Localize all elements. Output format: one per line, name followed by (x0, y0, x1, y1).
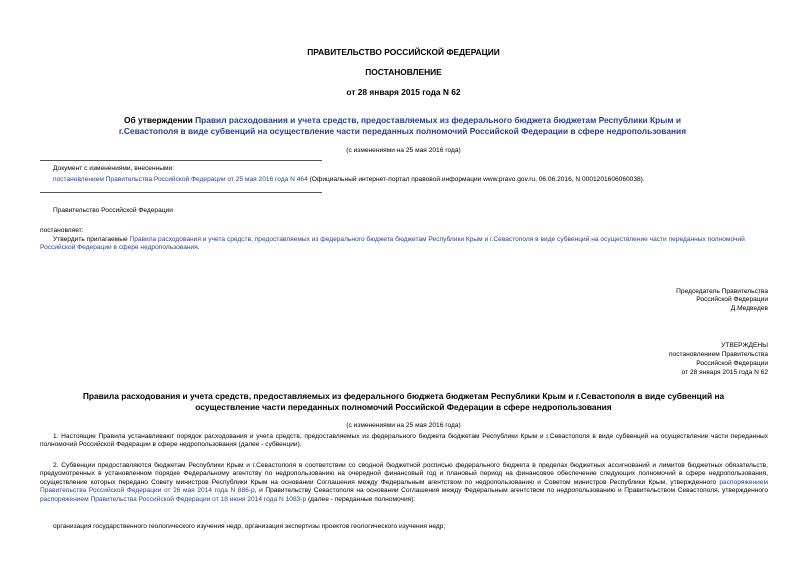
changes-bottom-divider (40, 192, 322, 193)
document-title (100, 115, 705, 137)
approve-rules-link[interactable]: Правила расходования и учета средств, предоставляемых из федерального бюджета бюджетам Республики Крым и г.Севастополя в виде субвенций на осуществление части переданных полномочий Российской Федерации в сфере недропользования (40, 236, 745, 252)
signature-country: Российской Федерации (696, 296, 768, 304)
approved-heading: УТВЕРЖДЕНЫ (721, 342, 768, 349)
signature-position: Председатель Правительства (676, 288, 768, 295)
changes-intro: Документ с изменениями, внесенными: (53, 165, 175, 172)
approved-country: Российской Федерации (696, 360, 768, 367)
p2-link-886[interactable]: распоряжением Правительства Российской Федерации от 26 мая 2014 года N 886-р (40, 478, 768, 495)
government-name: ПРАВИТЕЛЬСТВО РОССИЙСКОЙ ФЕДЕРАЦИИ (307, 47, 500, 57)
body-approve-paragraph (40, 236, 768, 253)
signature-name: Д.Медведев (730, 304, 768, 312)
p2-text-a: 2. Субвенции предоставляются бюджетам Республики Крым и г.Севастополя в соответствии со сводной бюджетной росписью федерального бюджета в пределах бюджетных ассигнований и лимитов бюджетных обязательств, предусмотренных в установленном порядке Федеральному агентству по недропользованию на очередной финансовый год и плановый период на финансовое обеспечение следующих полномочий в сфере недропользования, осуществление которых передано Совету министров Республики Крым на основании Соглашения между Федеральным агентством по недропользованию и Советом министров Республики Крым, утвержденного (40, 462, 768, 486)
approve-prefix: Утвердить прилагаемые (53, 236, 130, 243)
changes-rest: (Официальный интернет-портал правовой информации www.pravo.gov.ru, 06.06.2016, N 0001201606060038). (307, 176, 645, 183)
document-date-number: от 28 января 2015 года N 62 (346, 87, 461, 97)
p2-text-b: , и Правительству Севастополя на основании Соглашения между Федеральным агентством по недропользованию и Правительством Севастополя, утвержденного (254, 487, 768, 495)
approve-suffix: . (197, 244, 200, 252)
amendment-note: (с изменениями на 25 мая 2016 года) (346, 147, 461, 154)
p2-text-c: (далее - переданные полномочия): (306, 495, 416, 503)
changes-link[interactable]: постановлением Правительства Российской Федерации от 25 мая 2016 года N 464 (53, 176, 308, 183)
approved-by: постановлением Правительства (668, 351, 768, 358)
changes-top-divider (40, 160, 322, 161)
rules-title: Правила расходования и учета средств, предоставляемых из федерального бюджета бюджетам Республики Крым и г.Севастополя в виде субвенций на осуществление части переданных полномочий Российской Федерации в сфере недропользования (82, 391, 725, 412)
body-government: Правительство Российской Федерации (53, 207, 173, 214)
rules-paragraph-3: организация государственного геологического изучения недр, организация экспертизы проектов геологического изучения недр; (53, 523, 446, 530)
approved-block (540, 341, 768, 377)
p2-link-1083[interactable]: распоряжением Правительства Российской Федерации от 18 июня 2014 года N 1083-р (40, 495, 307, 503)
body-resolves: постановляет: (40, 227, 84, 234)
changes-source (53, 176, 783, 184)
document-type: ПОСТАНОВЛЕНИЕ (365, 67, 442, 77)
rules-amendment-note: (с изменениями на 25 мая 2016 года) (346, 422, 461, 429)
signature-block (540, 288, 768, 313)
approved-date: от 28 января 2015 года N 62 (681, 369, 768, 376)
rules-paragraph-1: 1. Настоящие Правила устанавливают порядок расходования и учета средств, предоставляемых из федерального бюджета бюджетам Республики Крым и г.Севастополя в виде субвенций на осуществление части переданных полномочий Российской Федерации в сфере недропользования (далее - субвенции). (40, 433, 768, 449)
title-prefix: Об утверждении (123, 115, 196, 125)
title-rules-link[interactable]: Правил расходования и учета средств, предоставляемых из федерального бюджета бюджетам Республики Крым и г.Севастополя в виде субвенций на осуществление части переданных полномочий Российской Федерации в сфере недропользования (118, 115, 687, 136)
rules-paragraph-2 (40, 462, 768, 504)
